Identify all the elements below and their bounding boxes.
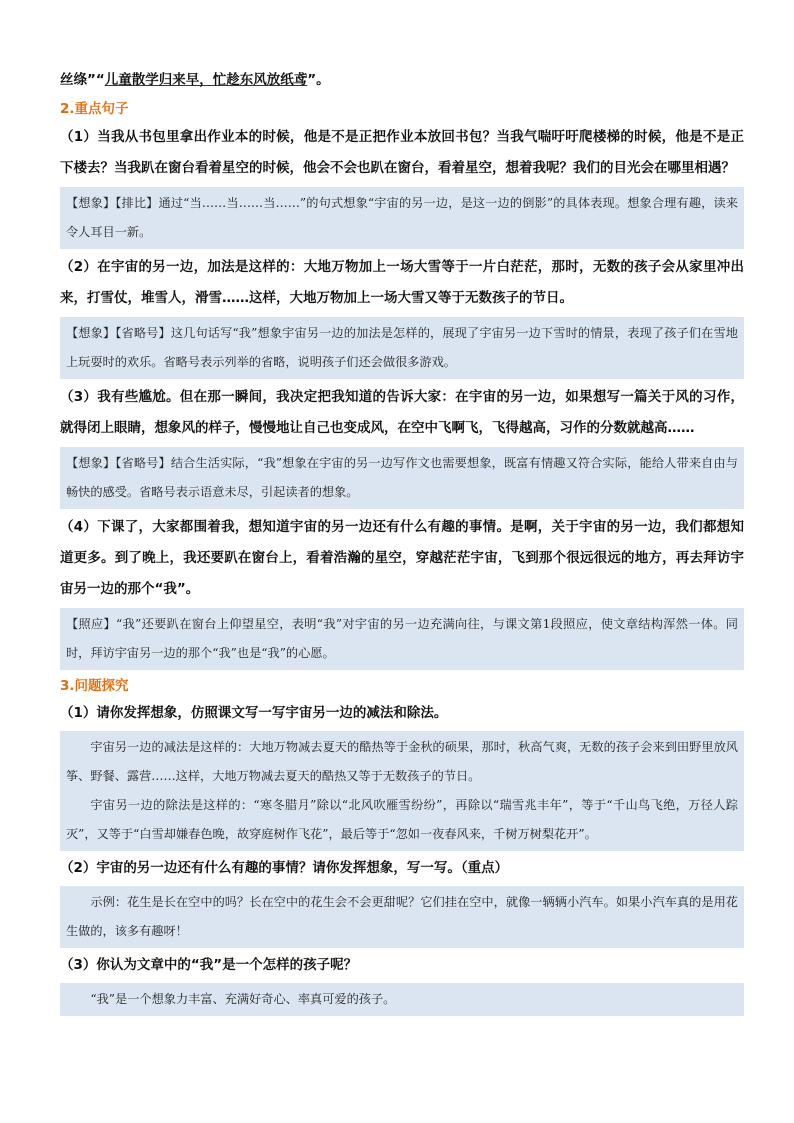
annotation-text-3: 【想象】【省略号】结合生活实际，“我”想象在宇宙的另一边写作文也需要想象，既富有情趣又符合实际，能给人带来自由与畅快的感受。省略号表示语意未尽，引起读者的想象。 [66, 456, 738, 499]
question-2: （2）宇宙的另一边还有什么有趣的事情？请你发挥想象，写一写。（重点） [60, 860, 509, 876]
answer-box-3 [60, 983, 744, 1016]
key-sentence-3: （3）我有些尴尬。但在那一瞬间，我决定把我知道的告诉大家：在宇宙的另一边，如果想写一篇关于风的习作，就得闭上眼睛，想象风的样子，慢慢地让自己也变成风，在空中飞啊飞，飞得越高，习作的分数就越高…… [60, 389, 744, 436]
annotation-box-3 [60, 447, 744, 509]
annotation-text-4: 【照应】“我”还要趴在窗台上仰望星空，表明“我”对宇宙的另一边充满向往，与课文第1段照应，使文章结构浑然一体。同时，拜访宇宙另一边的那个“我”也是“我”的心愿。 [66, 617, 738, 660]
top-line [60, 66, 744, 94]
question-1: （1）请你发挥想象，仿照课文写一写宇宙另一边的减法和除法。 [60, 705, 448, 721]
answer-1-division: 宇宙另一边的除法是这样的：“寒冬腊月”除以“北风吹雁雪纷纷”，再除以“瑞雪兆丰年”，等于“千山鸟飞绝，万径人踪灭”，又等于“白雪却嫌春色晚，故穿庭树作飞花”，最后等于“忽如一夜春风来，千树万树梨花开”。 [66, 798, 738, 841]
answer-2-text: 示例：花生是长在空中的吗？长在空中的花生会不会更甜呢？它们挂在空中，就像一辆辆小汽车。如果小汽车真的是用花生做的，该多有趣呀！ [66, 895, 738, 938]
top-line-prefix: 丝绦”“ [60, 72, 105, 88]
annotation-text-2: 【想象】【省略号】这几句话写“我”想象宇宙另一边的加法是怎样的，展现了宇宙另一边下雪时的情景，表现了孩子们在雪地上玩耍时的欢乐。省略号表示列举的省略，说明孩子们还会做很多游戏。 [66, 326, 738, 369]
key-sentence-4: （4）下课了，大家都围着我，想知道宇宙的另一边还有什么有趣的事情。是啊，关于宇宙的另一边，我们都想知道更多。到了晚上，我还要趴在窗台上，看着浩瀚的星空，穿越茫茫宇宙，飞到那个很远很远的地方，再去拜访宇宙另一边的那个“我”。 [60, 519, 744, 597]
annotation-box-2 [60, 317, 744, 379]
answer-box-1 [60, 731, 744, 851]
document-page [60, 66, 744, 1019]
annotation-box-1 [60, 187, 744, 249]
poem-quote-underlined: 儿童散学归来早，忙趁东风放纸鸢 [104, 72, 308, 88]
key-sentence-1: （1）当我从书包里拿出作业本的时候，他是不是正把作业本放回书包？当我气喘吁吁爬楼梯的时候，他是不是正下楼去？当我趴在窗台看着星空的时候，他会不会也趴在窗台，看着星空，想着我呢？我们的目光会在哪里相遇？ [60, 129, 744, 176]
answer-box-2 [60, 886, 744, 948]
section-heading-key-sentences: 2.重点句子 [60, 101, 129, 117]
answer-1-subtraction: 宇宙另一边的减法是这样的：大地万物减去夏天的酷热等于金秋的硕果，那时，秋高气爽，无数的孩子会来到田野里放风筝、野餐、露营……这样，大地万物减去夏天的酷热又等于无数孩子的节日。 [66, 740, 738, 783]
section-heading-inquiry: 3.问题探究 [60, 678, 129, 694]
annotation-box-4 [60, 608, 744, 670]
annotation-text-1: 【想象】【排比】通过“当……当……当……”的句式想象“宇宙的另一边，是这一边的倒影”的具体表现。想象合理有趣，读来令人耳目一新。 [66, 196, 738, 239]
top-line-suffix: ”。 [307, 72, 330, 88]
question-3: （3）你认为文章中的“我”是一个怎样的孩子呢？ [60, 957, 358, 973]
key-sentence-2: （2）在宇宙的另一边，加法是这样的：大地万物加上一场大雪等于一片白茫茫，那时，无数的孩子会从家里冲出来，打雪仗，堆雪人，滑雪……这样，大地万物加上一场大雪又等于无数孩子的节日。 [60, 259, 744, 306]
answer-3-text: “我”是一个想象力丰富、充满好奇心、率真可爱的孩子。 [90, 992, 396, 1006]
